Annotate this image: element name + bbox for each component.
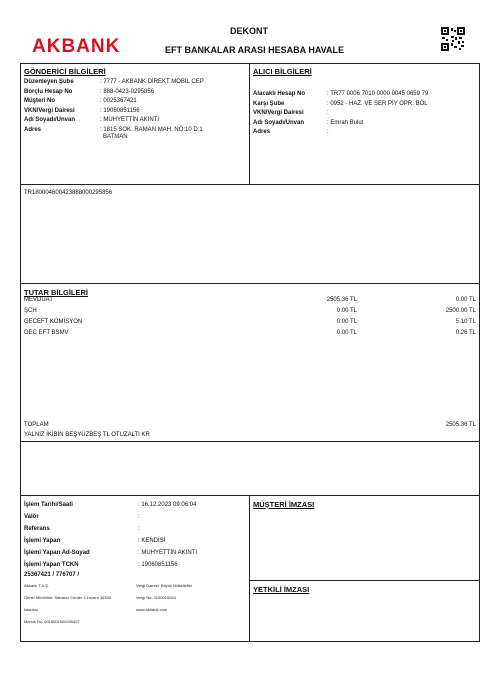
receiver-row xyxy=(253,100,473,110)
field-label: Adı Soyadı/Unvan xyxy=(253,119,305,126)
field-label: İşlemi Yapan TCKN xyxy=(24,562,79,568)
field-value: : 888-0423-0295856 xyxy=(100,88,155,95)
amount-row-value: 0.00 TL xyxy=(336,308,357,314)
sender-row xyxy=(24,78,244,88)
receiver-section-title: ALICI BİLGİLERİ xyxy=(253,67,312,76)
party-divider xyxy=(249,63,250,184)
amount-row-value-secondary: 0.00 TL xyxy=(455,297,476,303)
details-section-top xyxy=(20,495,480,496)
sender-row xyxy=(24,88,244,98)
footer-website: www.akbank.com xyxy=(136,607,168,612)
amount-row-value: 2505.36 TL xyxy=(326,297,357,303)
amount-in-words: YALNIZ İKİBİN BEŞYÜZBEŞ TL OTUZALTI KR xyxy=(24,432,150,438)
field-label: Referans xyxy=(24,526,50,532)
footer-city: İstanbul xyxy=(24,607,39,612)
field-label: Müşteri No xyxy=(24,98,56,104)
footer-tax-office: Vergi Dairesi: Büyük Mükellefler xyxy=(136,583,193,588)
footer-company: Akbank T.A.Ş. xyxy=(24,583,50,588)
footer-mersis: Mersis No: 0015001526400497 xyxy=(24,619,80,624)
field-label: Adres xyxy=(24,126,42,133)
amount-row-label: ŞCH xyxy=(24,308,37,314)
amount-row-value: 0.00 TL xyxy=(336,330,357,336)
field-value: : xyxy=(327,110,329,116)
field-value: : MUHYETTİN AKINTI xyxy=(138,550,198,556)
field-label: İşlem Tarihi/Saati xyxy=(24,502,73,508)
akbank-logo: AKBANK xyxy=(32,36,121,57)
field-label: Valör xyxy=(24,514,39,520)
sender-row xyxy=(24,97,244,107)
amount-row-value-secondary: 2500.00 TL xyxy=(445,308,476,314)
footer-tax-no: Vergi No: 0150015264 xyxy=(136,595,176,600)
txn-row xyxy=(24,513,244,525)
amounts-section-bottom xyxy=(20,441,480,442)
txn-row xyxy=(24,525,244,537)
field-value: : 16.12.2023 09:06:04 xyxy=(138,502,197,508)
amount-row-label: MEVDUAT xyxy=(24,297,53,303)
txn-row xyxy=(24,501,244,513)
amount-row-label: GEC EFT BSMV xyxy=(24,330,69,336)
field-value: : KENDİSİ xyxy=(138,538,166,544)
reference-line: 25367421 / 776707 / xyxy=(24,572,80,578)
field-value: : 19060851156 xyxy=(138,562,178,568)
field-value: : Emrah Bulut xyxy=(327,119,364,126)
receiver-row xyxy=(253,109,473,119)
field-value: : 0952 - HAZ. VE SER PİY OPR. BÖL xyxy=(327,100,428,107)
description-section-bottom xyxy=(20,283,480,284)
total-value: 2505.36 TL xyxy=(445,422,476,428)
details-divider xyxy=(249,495,250,642)
field-value: : xyxy=(138,526,140,532)
field-label: VKN/Vergi Dairesi xyxy=(253,110,304,116)
footer-address: Genel Müdürlük: Sabancı Center 4.Levent 34330 xyxy=(24,595,111,600)
amount-row-value-secondary: 0.26 TL xyxy=(455,330,476,336)
field-label: Alacaklı Hesap No xyxy=(253,91,306,97)
field-label: İşlemi Yapan xyxy=(24,538,61,544)
field-label: Adı Soyadı/Unvan xyxy=(24,117,76,123)
receiver-row xyxy=(253,128,473,138)
sender-section-title: GÖNDERİCİ BİLGİLERİ xyxy=(24,67,106,76)
field-value: : MUHYETTİN AKINTI xyxy=(100,117,160,123)
amount-row-value-secondary: 5.10 TL xyxy=(455,319,476,325)
signature-divider xyxy=(249,580,480,581)
field-label: Adres xyxy=(253,129,271,135)
total-label: TOPLAM xyxy=(24,422,49,428)
document-subtitle: EFT BANKALAR ARASI HESABA HAVALE xyxy=(165,45,344,55)
transaction-description: TR180004600423888000295856 xyxy=(24,190,113,196)
amount-row-label: GECEFT KOMİSYON xyxy=(24,319,83,325)
receiver-row xyxy=(253,119,473,129)
field-label: VKN/Vergi Dairesi xyxy=(24,107,75,114)
sender-row xyxy=(24,116,244,126)
field-label: İşlemi Yapan Ad-Soyad xyxy=(24,550,90,556)
sender-row xyxy=(24,107,244,117)
sender-row xyxy=(24,126,244,140)
document-title: DEKONT xyxy=(230,26,268,36)
txn-row xyxy=(24,549,244,561)
field-value: : xyxy=(138,514,140,520)
field-value: : xyxy=(327,129,329,135)
customer-signature-title: MÜŞTERİ İMZASI xyxy=(253,500,315,509)
field-value: : 19060851156 xyxy=(100,107,140,114)
field-label: Karşı Şube xyxy=(253,100,285,107)
field-value: : TR77 0006 7010 0000 0045 0659 79 xyxy=(327,91,429,97)
qr-code-icon xyxy=(441,27,465,51)
field-value: : 1815 SOK. RAMAN MAH. NO:10 D:1 xyxy=(100,126,203,133)
field-value: : 7777 - AKBANK DİREKT MOBİL CEP xyxy=(100,79,204,85)
field-value: : 0025367421 xyxy=(100,98,137,104)
receiver-row xyxy=(253,90,473,100)
field-value-continued: BATMAN xyxy=(103,133,128,140)
party-section-bottom xyxy=(20,184,480,185)
field-label: Düzenleyen Şube xyxy=(24,79,74,85)
authorized-signature-title: YETKİLİ İMZASI xyxy=(253,585,310,594)
txn-row xyxy=(24,537,244,549)
amounts-section-title: TUTAR BİLGİLERİ xyxy=(24,288,89,297)
amount-row-value: 0.00 TL xyxy=(336,319,357,325)
field-label: Borçlu Hesap No xyxy=(24,88,73,95)
